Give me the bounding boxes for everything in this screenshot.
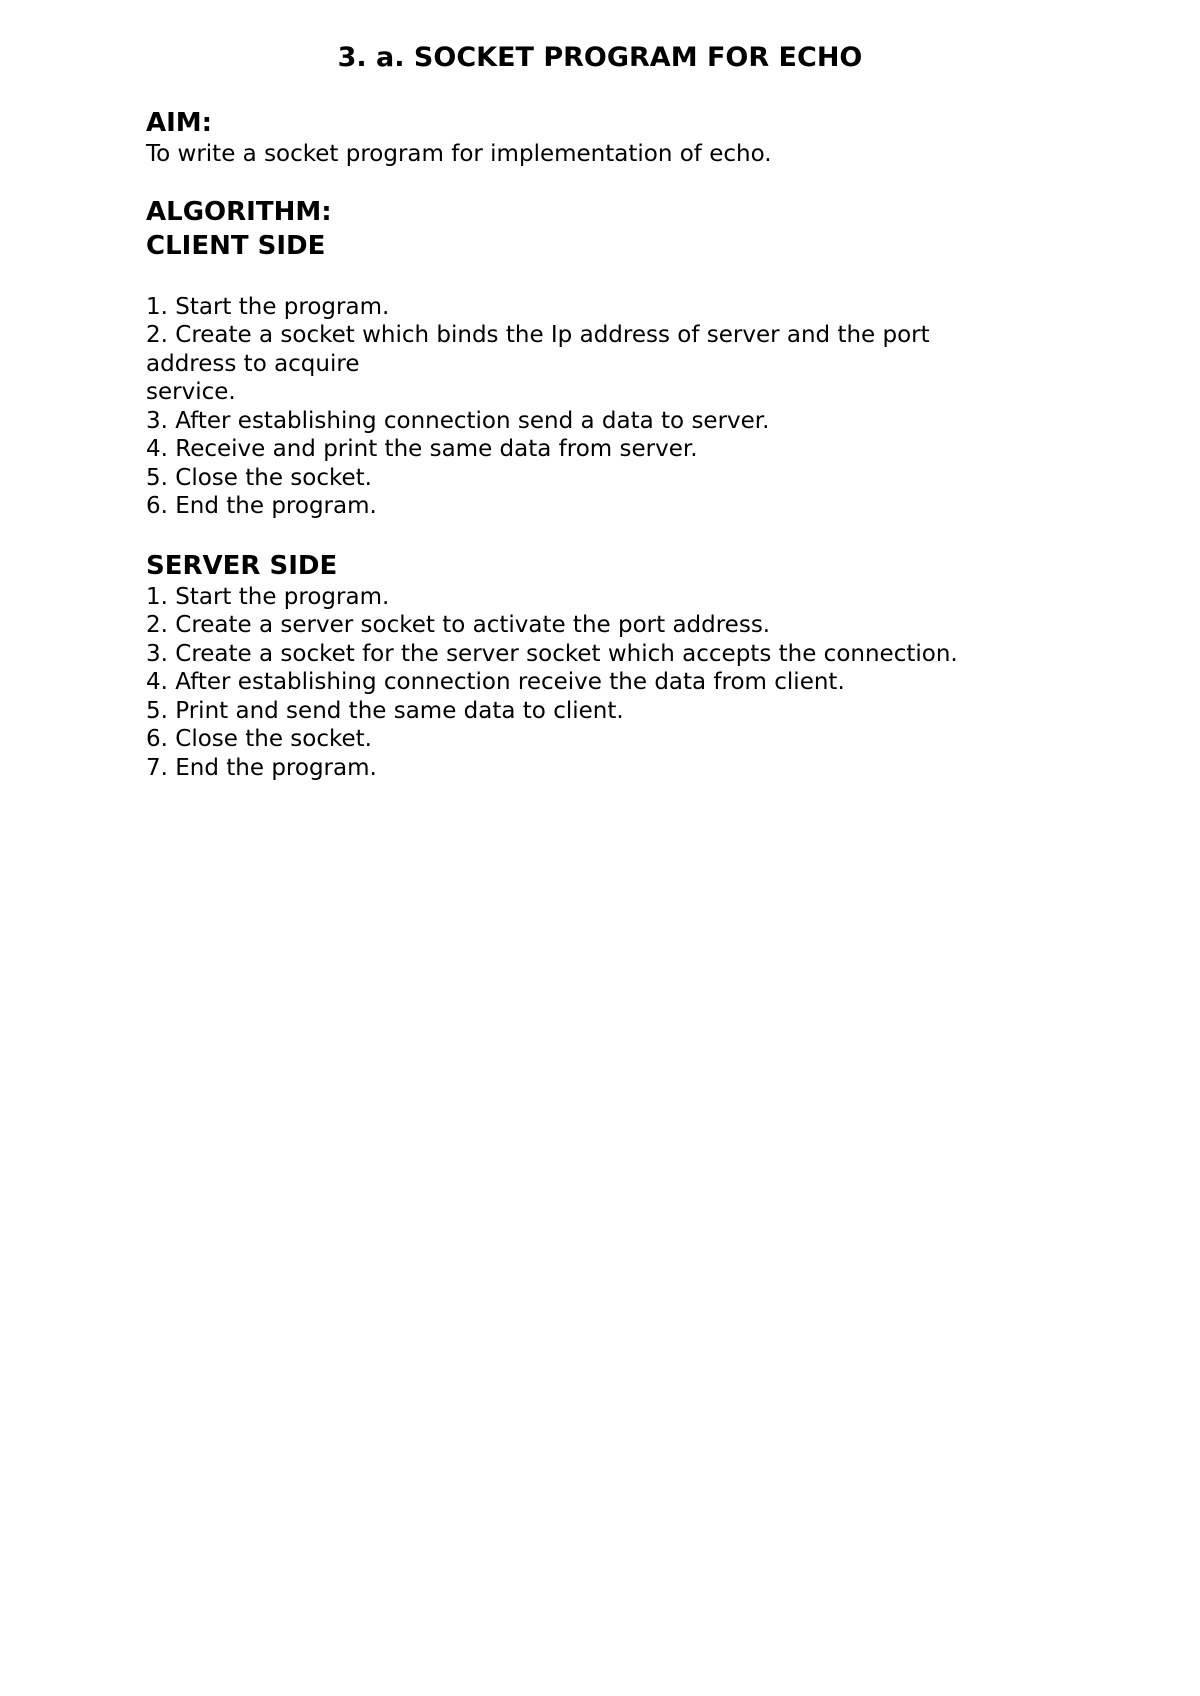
page-title: 3. a. SOCKET PROGRAM FOR ECHO bbox=[337, 42, 863, 73]
server-steps-list bbox=[146, 583, 1046, 783]
client-step-3: 3. After establishing connection send a data to server. bbox=[146, 407, 770, 434]
aim-text: To write a socket program for implementation of echo. bbox=[146, 141, 772, 167]
client-step-5: 5. Close the socket. bbox=[146, 464, 372, 491]
client-step-1: 1. Start the program. bbox=[146, 293, 390, 320]
algorithm-heading: ALGORITHM: bbox=[146, 196, 332, 227]
client-side-heading: CLIENT SIDE bbox=[146, 230, 326, 261]
server-step-2: 2. Create a server socket to activate the port address. bbox=[146, 612, 771, 638]
server-step-5: 5. Print and send the same data to client. bbox=[146, 697, 624, 724]
client-step-2-line-1: 2. Create a socket which binds the Ip address of server and the port bbox=[146, 322, 930, 348]
server-step-4: 4. After establishing connection receive the data from client. bbox=[146, 669, 845, 695]
server-side-heading: SERVER SIDE bbox=[146, 550, 338, 581]
client-step-2-line-3: service. bbox=[146, 379, 236, 405]
server-step-6: 6. Close the socket. bbox=[146, 726, 372, 752]
client-step-6: 6. End the program. bbox=[146, 493, 377, 519]
document-body bbox=[146, 106, 1046, 782]
server-step-3: 3. Create a socket for the server socket which accepts the connection. bbox=[146, 640, 958, 667]
client-step-4: 4. Receive and print the same data from server. bbox=[146, 436, 698, 462]
client-steps-list bbox=[146, 293, 1046, 521]
client-step-2-line-2: address to acquire bbox=[146, 350, 360, 377]
aim-heading: AIM: bbox=[146, 108, 213, 138]
spacer bbox=[146, 263, 1046, 293]
spacer bbox=[146, 169, 1046, 195]
algorithm-section bbox=[146, 195, 1046, 783]
server-step-7: 7. End the program. bbox=[146, 754, 377, 781]
spacer bbox=[146, 521, 1046, 549]
server-step-1: 1. Start the program. bbox=[146, 583, 390, 610]
aim-section bbox=[146, 106, 1046, 169]
